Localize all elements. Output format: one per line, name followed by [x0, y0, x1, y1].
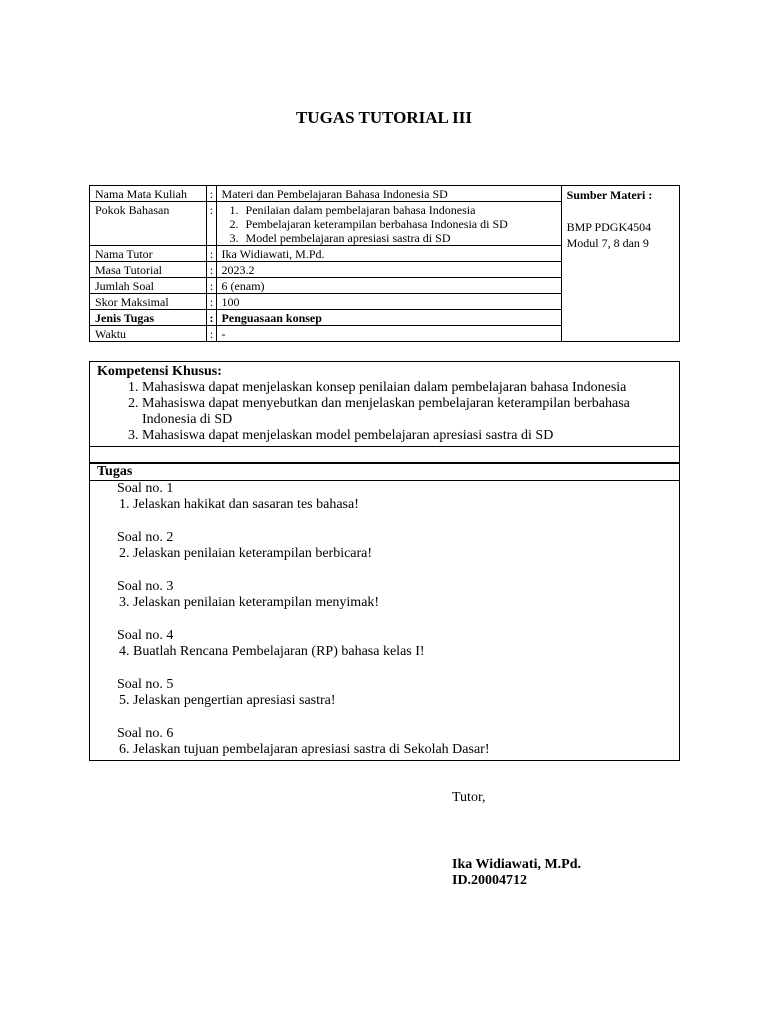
colon: :	[207, 294, 216, 310]
soal-label: Soal no. 1	[117, 481, 174, 496]
soal-label: Soal no. 2	[117, 530, 174, 545]
pokok-bahasan-item: 1. Penilaian dalam pembelajaran bahasa Indonesia	[242, 203, 556, 217]
document-title: TUGAS TUTORIAL III	[295, 108, 473, 127]
kompetensi-item: 2. Mahasiswa dapat menyebutkan dan menjelaskan pembelajaran keterampilan berbahasa Indonesia di SD	[142, 396, 679, 428]
soal-item	[90, 628, 679, 660]
colon: :	[207, 202, 216, 246]
soal-label: Soal no. 6	[117, 726, 174, 741]
pokok-bahasan-label: Pokok Bahasan	[90, 202, 207, 246]
kompetensi-heading: Kompetensi Khusus:	[97, 364, 222, 379]
tugas-heading: Tugas	[97, 464, 133, 479]
skor-maksimal-label: Skor Maksimal	[90, 294, 207, 310]
sumber-materi-line2: Modul 7, 8 dan 9	[566, 236, 649, 250]
soal-item	[90, 481, 679, 513]
pokok-bahasan-item: 2. Pembelajaran keterampilan berbahasa Indonesia di SD	[242, 217, 556, 231]
soal-label: Soal no. 4	[117, 628, 174, 643]
soal-question: 1. Jelaskan hakikat dan sasaran tes bahasa!	[119, 497, 359, 512]
sumber-materi-cell	[561, 186, 679, 342]
pokok-bahasan-list	[222, 203, 556, 245]
nama-tutor-label: Nama Tutor	[90, 246, 207, 262]
tugas-box	[89, 462, 680, 761]
soal-label: Soal no. 3	[117, 579, 174, 594]
jenis-tugas-label: Jenis Tugas	[90, 310, 207, 326]
jumlah-soal-label: Jumlah Soal	[90, 278, 207, 294]
soal-item	[90, 726, 679, 758]
mata-kuliah-label: Nama Mata Kuliah	[90, 186, 207, 202]
signature-id: ID.20004712	[452, 873, 528, 888]
soal-item	[90, 530, 679, 562]
soal-question: 2. Jelaskan penilaian keterampilan berbicara!	[119, 546, 373, 561]
course-info-table	[89, 185, 680, 342]
colon: :	[207, 186, 216, 202]
mata-kuliah-value: Materi dan Pembelajaran Bahasa Indonesia SD	[216, 186, 561, 202]
kompetensi-item: 3. Mahasiswa dapat menjelaskan model pembelajaran apresiasi sastra di SD	[142, 428, 679, 444]
sumber-materi-line1: BMP PDGK4504	[566, 220, 652, 234]
soal-label: Soal no. 5	[117, 677, 174, 692]
kompetensi-item: 1. Mahasiswa dapat menjelaskan konsep penilaian dalam pembelajaran bahasa Indonesia	[142, 380, 679, 396]
sumber-materi-heading: Sumber Materi :	[566, 188, 653, 202]
skor-maksimal-value: 100	[216, 294, 561, 310]
signature-name: Ika Widiawati, M.Pd.	[452, 857, 582, 872]
colon: :	[207, 278, 216, 294]
pokok-bahasan-item: 3. Model pembelajaran apresiasi sastra di SD	[242, 231, 556, 245]
colon: :	[207, 246, 216, 262]
pokok-bahasan-list-cell	[216, 202, 561, 246]
masa-tutorial-value: 2023.2	[216, 262, 561, 278]
soal-question: 3. Jelaskan penilaian keterampilan menyimak!	[119, 595, 380, 610]
jumlah-soal-value: 6 (enam)	[216, 278, 561, 294]
soal-item	[90, 579, 679, 611]
jenis-tugas-value: Penguasaan konsep	[216, 310, 561, 326]
waktu-value: -	[216, 326, 561, 342]
nama-tutor-value: Ika Widiawati, M.Pd.	[216, 246, 561, 262]
soal-item	[90, 677, 679, 709]
soal-question: 5. Jelaskan pengertian apresiasi sastra!	[119, 693, 336, 708]
soal-question: 4. Buatlah Rencana Pembelajaran (RP) bahasa kelas I!	[119, 644, 425, 659]
masa-tutorial-label: Masa Tutorial	[90, 262, 207, 278]
colon: :	[207, 262, 216, 278]
waktu-label: Waktu	[90, 326, 207, 342]
colon: :	[207, 326, 216, 342]
soal-question: 6. Jelaskan tujuan pembelajaran apresiasi sastra di Sekolah Dasar!	[119, 742, 490, 757]
colon: :	[207, 310, 216, 326]
signature-prefix: Tutor,	[452, 790, 486, 805]
kompetensi-list	[90, 380, 679, 444]
kompetensi-khusus-box	[89, 361, 680, 447]
